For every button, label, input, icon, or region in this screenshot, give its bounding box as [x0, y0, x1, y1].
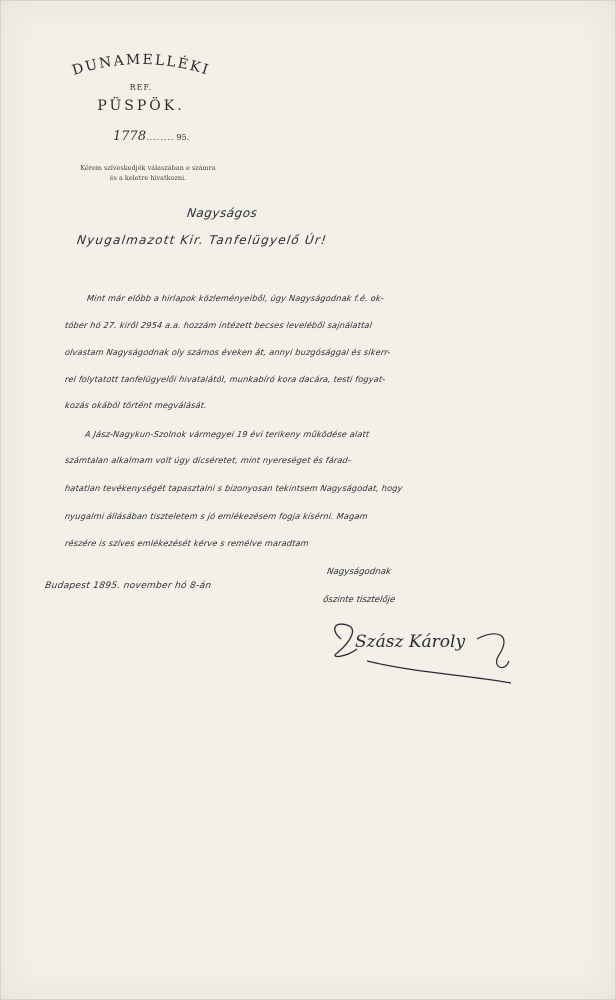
- letterhead-arc-title: [41, 41, 241, 87]
- salutation-line-1: Nagyságos: [186, 206, 259, 220]
- letterhead-title: DUNAMELLÉKI: [70, 51, 212, 79]
- body-line-9: nyugalmi állásában tiszteletem s jó emlékezésem fogja kísérni. Magam: [64, 511, 369, 521]
- request-note: [63, 163, 233, 183]
- registry-dots: ........: [146, 133, 175, 142]
- request-note-line-2: és a keletre hivatkozni.: [109, 174, 187, 182]
- body-line-3: olvastam Nagyságodnak oly számos éveken át, annyi buzgósággal és sikerr-: [64, 347, 392, 357]
- letterhead-ref: REF.: [129, 83, 153, 92]
- body-line-5: kozás okából történt megválását.: [64, 400, 208, 410]
- signature-text: Szász Károly: [355, 632, 466, 652]
- body-line-8: hatatlan tevékenységét tapasztalni s bizonyosan tekintsem Nagyságodat, hogy: [64, 483, 404, 493]
- closing-line-2: őszinte tisztelője: [322, 595, 396, 605]
- signature-flourish-end: [477, 634, 509, 668]
- request-note-line-1: Kérem szíveskedjék válaszában e számra: [80, 164, 216, 172]
- registry-number-value: 1778: [113, 129, 147, 144]
- letterhead: [41, 41, 241, 114]
- body-line-4: rel folytatott tanfelügyelői hivatalától, munkabíró kora dacára, testi fogyat-: [64, 374, 387, 384]
- registry-number: [113, 129, 189, 144]
- registry-year: 95.: [176, 133, 190, 142]
- letter-date: Budapest 1895. november hó 8-án: [44, 581, 212, 591]
- letterhead-puspok: PÜSPÖK.: [97, 98, 185, 114]
- body-line-2: tóber hó 27. kiről 2954 a.a. hozzám intézett becses leveléből sajnálattal: [64, 320, 373, 330]
- signature: [327, 613, 527, 693]
- closing-line-1: Nagyságodnak: [326, 567, 392, 577]
- signature-underline: [367, 661, 511, 683]
- body-line-1: Mint már előbb a hirlapok közleményeiből, úgy Nagyságodnak f.é. ok-: [86, 293, 385, 303]
- body-line-7: számtalan alkalmam volt úgy dicséretet, mint nyereséget és fárad-: [64, 455, 352, 465]
- body-line-10: részére is szíves emlékezését kérve s remélve maradtam: [64, 538, 310, 548]
- salutation-line-2: Nyugalmazott Kir. Tanfelügyelő Úr!: [76, 233, 329, 247]
- signature-flourish-start: [335, 624, 357, 656]
- body-line-6: A Jász-Nagykun-Szolnok vármegyei 19 évi terikeny működése alatt: [84, 429, 370, 439]
